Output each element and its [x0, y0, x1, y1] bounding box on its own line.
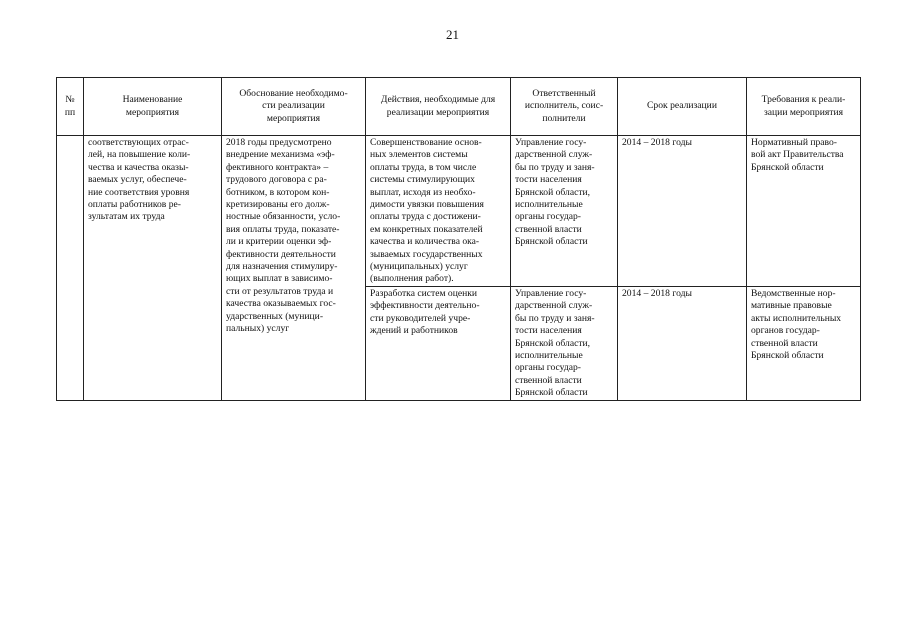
- period-cell: 2014 – 2018 годы: [618, 286, 747, 400]
- header-period: Срок реализации: [618, 78, 747, 136]
- header-executors: Ответственный исполнитель, соис- полнители: [511, 78, 618, 136]
- number-cell: [57, 136, 84, 401]
- name-cell: соответствующих отрас- лей, на повышение коли- чества и качества оказы- ваемых услуг, обеспече- ние соответствия уровня оплаты работников ре- зультатам их труда: [84, 136, 222, 401]
- period-cell: 2014 – 2018 годы: [618, 136, 747, 287]
- executors-cell: Управление госу- дарственной служ- бы по труду и заня- тости населения Брянской области, исполнительные органы государ- ственной власти Брянской области: [511, 136, 618, 287]
- justification-cell: 2018 годы предусмотрено внедрение механизма «эф- фективного контракта» – трудового договора с ра- ботником, в котором кон- кретизированы его долж- ностные обязанности, усло- вия оплаты труда, показате- ли и критерии оценки эф- фективности деятельности для назначения стимулиру- ющих выплат в зависимо- сти от результатов труда и качества оказываемых гос- ударственных (муници- пальных) услуг: [222, 136, 366, 401]
- page-number: 21: [446, 27, 459, 42]
- header-name: Наименование мероприятия: [84, 78, 222, 136]
- actions-cell: Совершенствование основ- ных элементов системы оплаты труда, в том числе системы стимулирующих выплат, исходя из необхо- димости увязки повышения оплаты труда с достижени- ем конкретных показателей качества и количества ока- зываемых государственных (муниципальных) услуг (выполнения работ).: [366, 136, 511, 287]
- header-requirements: Требования к реали- зации мероприятия: [747, 78, 861, 136]
- table-header-row: [57, 78, 861, 136]
- requirements-cell: Нормативный право- вой акт Правительства Брянской области: [747, 136, 861, 287]
- table-row: [57, 136, 861, 287]
- header-justification: Обоснование необходимо- сти реализации мероприятия: [222, 78, 366, 136]
- actions-cell: Разработка систем оценки эффективности деятельно- сти руководителей учре- ждений и работников: [366, 286, 511, 400]
- requirements-cell: Ведомственные нор- мативные правовые акты исполнительных органов государ- ственной власти Брянской области: [747, 286, 861, 400]
- header-number: № пп: [57, 78, 84, 136]
- measures-table: [56, 77, 861, 401]
- executors-cell: Управление госу- дарственной служ- бы по труду и заня- тости населения Брянской области, исполнительные органы государ- ственной власти Брянской области: [511, 286, 618, 400]
- header-actions: Действия, необходимые для реализации мероприятия: [366, 78, 511, 136]
